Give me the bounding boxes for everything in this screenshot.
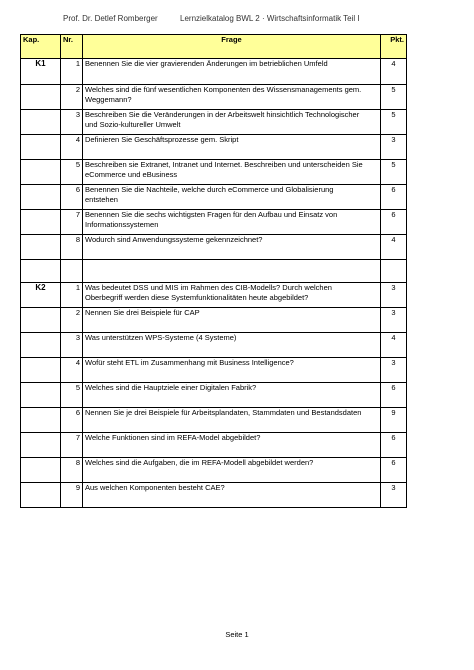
- question-number: 7: [61, 210, 83, 235]
- question-text: [83, 283, 381, 308]
- question-points: 5: [381, 160, 407, 185]
- chapter-cell: [21, 458, 61, 483]
- question-number: 1: [61, 59, 83, 85]
- question-points: 3: [381, 283, 407, 308]
- question-points: 5: [381, 110, 407, 135]
- page-footer: Seite 1: [225, 630, 249, 639]
- question-text-line: Nennen Sie je drei Beispiele für Arbeitsplandaten, Stammdaten und Bestandsdaten: [85, 408, 362, 417]
- table-body: [21, 59, 407, 508]
- question-text-line: [85, 468, 378, 478]
- question-points: 3: [381, 358, 407, 383]
- question-number: 4: [61, 358, 83, 383]
- question-points: 6: [381, 458, 407, 483]
- question-text-line: Informationssystemen: [85, 220, 159, 229]
- question-number: 4: [61, 135, 83, 160]
- question-text: [83, 59, 381, 85]
- question-points: 6: [381, 433, 407, 458]
- table-row: [21, 433, 407, 458]
- question-text-line: Weggemann?: [85, 95, 132, 104]
- chapter-cell: [21, 408, 61, 433]
- question-text: [83, 333, 381, 358]
- table-row: [21, 160, 407, 185]
- question-text-line: Definieren Sie Geschäftsprozesse gem. Skript: [85, 135, 239, 144]
- question-number: 9: [61, 483, 83, 508]
- question-points: 6: [381, 185, 407, 210]
- question-number: 8: [61, 235, 83, 260]
- column-header-pkt: Pkt.: [381, 35, 407, 59]
- question-number: 7: [61, 433, 83, 458]
- question-text-line: [85, 393, 378, 403]
- table-row: [21, 408, 407, 433]
- column-header-nr: Nr.: [61, 35, 83, 59]
- question-text-line: Was bedeutet DSS und MIS im Rahmen des CIB-Modells? Durch welchen: [85, 283, 332, 292]
- question-text: [83, 458, 381, 483]
- question-text-line: Nennen Sie drei Beispiele für CAP: [85, 308, 200, 317]
- question-table: [20, 34, 407, 508]
- chapter-cell: [21, 358, 61, 383]
- question-number: 5: [61, 160, 83, 185]
- question-text-line: eCommerce und eBusiness: [85, 170, 178, 179]
- question-points: 9: [381, 408, 407, 433]
- question-text-line: [85, 368, 378, 378]
- chapter-cell: [21, 483, 61, 508]
- question-number: 1: [61, 283, 83, 308]
- question-number: 8: [61, 458, 83, 483]
- question-text: [83, 110, 381, 135]
- chapter-cell: [21, 383, 61, 408]
- question-points: 4: [381, 59, 407, 85]
- question-text: [83, 135, 381, 160]
- question-text-line: [85, 145, 378, 155]
- question-text-line: [85, 245, 378, 255]
- question-text-line: [85, 318, 378, 328]
- question-text-line: Beschreiben Sie die Veränderungen in der Arbeitswelt hinsichtlich Technologischer: [85, 110, 360, 119]
- table-row: [21, 59, 407, 85]
- chapter-cell: [21, 160, 61, 185]
- question-text-line: Benennen Sie die Nachteile, welche durch eCommerce und Globalisierung: [85, 185, 334, 194]
- question-text: [83, 185, 381, 210]
- question-text-line: [85, 343, 378, 353]
- question-text-line: Welches sind die Aufgaben, die im REFA-Modell abgebildet werden?: [85, 458, 314, 467]
- chapter-label: K1: [21, 59, 61, 85]
- question-points: 6: [381, 210, 407, 235]
- question-number: 6: [61, 185, 83, 210]
- question-text-line: Benennen Sie die sechs wichtigsten Fragen für den Aufbau und Einsatz von: [85, 210, 338, 219]
- table-row: [21, 458, 407, 483]
- question-text-line: Aus welchen Komponenten besteht CAE?: [85, 483, 225, 492]
- question-text-line: Welches sind die fünf wesentlichen Komponenten des Wissensmanagements gem.: [85, 85, 362, 94]
- question-text-line: Beschreiben sie Extranet, Intranet und Internet. Beschreiben und unterscheiden Sie: [85, 160, 363, 169]
- question-text: [83, 383, 381, 408]
- question-points: 3: [381, 308, 407, 333]
- question-text: [83, 210, 381, 235]
- question-text: [83, 433, 381, 458]
- question-text: [83, 358, 381, 383]
- question-text-line: Was unterstützen WPS-Systeme (4 Systeme): [85, 333, 237, 342]
- chapter-cell: [21, 85, 61, 110]
- question-text-line: [85, 493, 378, 503]
- table-row: [21, 308, 407, 333]
- empty-cell: [61, 260, 83, 283]
- empty-cell: [381, 260, 407, 283]
- question-number: 2: [61, 85, 83, 110]
- chapter-cell: [21, 185, 61, 210]
- table-row: [21, 358, 407, 383]
- question-text-line: Welche Funktionen sind im REFA-Model abgebildet?: [85, 433, 261, 442]
- empty-cell: [21, 260, 61, 283]
- question-points: 4: [381, 333, 407, 358]
- question-text: [83, 160, 381, 185]
- column-header-kap: Kap.: [21, 35, 61, 59]
- chapter-cell: [21, 333, 61, 358]
- question-number: 2: [61, 308, 83, 333]
- chapter-cell: [21, 135, 61, 160]
- chapter-cell: [21, 235, 61, 260]
- chapter-cell: [21, 308, 61, 333]
- question-text-line: entstehen: [85, 195, 118, 204]
- question-text: [83, 85, 381, 110]
- chapter-cell: [21, 110, 61, 135]
- blank-separator-row: [21, 260, 407, 283]
- table-row: [21, 235, 407, 260]
- question-number: 6: [61, 408, 83, 433]
- table-row: [21, 135, 407, 160]
- question-text-line: Wofür steht ETL im Zusammenhang mit Business Intelligence?: [85, 358, 294, 367]
- table-row: [21, 85, 407, 110]
- chapter-cell: [21, 433, 61, 458]
- question-text-line: [85, 69, 378, 79]
- chapter-cell: [21, 210, 61, 235]
- chapter-label: K2: [21, 283, 61, 308]
- question-text-line: Welches sind die Hauptziele einer Digitalen Fabrik?: [85, 383, 257, 392]
- question-number: 3: [61, 110, 83, 135]
- question-text-line: Wodurch sind Anwendungssysteme gekennzeichnet?: [85, 235, 263, 244]
- header-catalog-title: Lernzielkatalog BWL 2 · Wirtschaftsinformatik Teil I: [180, 14, 360, 23]
- table-row: [21, 483, 407, 508]
- header-author: Prof. Dr. Detlef Romberger: [63, 14, 158, 23]
- question-text: [83, 408, 381, 433]
- column-header-frage: Frage: [83, 35, 381, 59]
- question-points: 3: [381, 135, 407, 160]
- question-text: [83, 235, 381, 260]
- table-row: [21, 185, 407, 210]
- table-row: [21, 210, 407, 235]
- question-text: [83, 483, 381, 508]
- table-row: [21, 283, 407, 308]
- question-text-line: [85, 418, 378, 428]
- table-header-row: [21, 35, 407, 59]
- question-points: 4: [381, 235, 407, 260]
- question-points: 3: [381, 483, 407, 508]
- question-text-line: Oberbegriff werden diese Systemfunktionalitäten heute abgebildet?: [85, 293, 309, 302]
- question-number: 5: [61, 383, 83, 408]
- question-text: [83, 308, 381, 333]
- question-points: 5: [381, 85, 407, 110]
- question-points: 6: [381, 383, 407, 408]
- question-text-line: [85, 443, 378, 453]
- table-row: [21, 383, 407, 408]
- table-row: [21, 333, 407, 358]
- question-text-line: Benennen Sie die vier gravierenden Änderungen im betrieblichen Umfeld: [85, 59, 328, 68]
- empty-cell: [83, 260, 381, 283]
- table-row: [21, 110, 407, 135]
- question-number: 3: [61, 333, 83, 358]
- question-text-line: und Sozio-kultureller Umwelt: [85, 120, 181, 129]
